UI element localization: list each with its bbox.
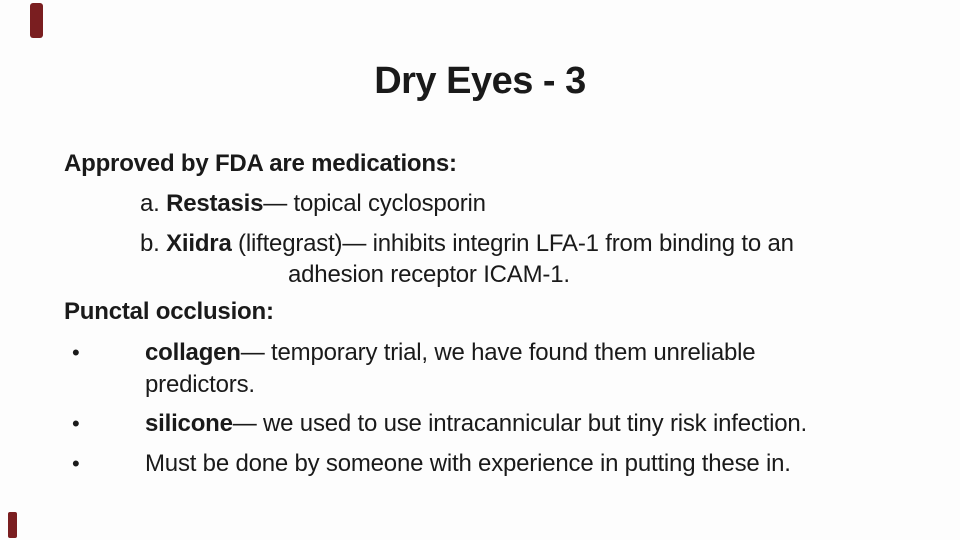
list-item-xiidra [140,229,794,259]
bullet-icon: • [72,451,80,476]
bullet-item-collagen [72,338,755,368]
bullet-must-text: Must be done by someone with experience in putting these in. [145,450,791,477]
bullet-collagen-description: — temporary trial, we have found them unreliable [240,339,756,366]
bullet-icon: • [72,340,80,365]
bullet-icon: • [72,411,80,436]
corner-mark-top-left [30,3,43,38]
bullet-item-must-be-done [72,449,791,479]
bullet-silicone-term: silicone [145,410,233,437]
slide-title: Dry Eyes - 3 [374,60,586,102]
corner-mark-bottom-left [8,512,17,538]
bullet-silicone-description: — we used to use intracannicular but tiny risk infection. [232,410,808,437]
item-b-prefix: b. [140,230,167,257]
heading-punctal-occlusion: Punctal occlusion: [64,298,274,325]
bullet-item-collagen-wrap: predictors. [145,371,255,398]
item-a-prefix: a. [140,190,167,217]
item-b-description: (liftegrast)— inhibits integrin LFA-1 from binding to an [231,230,794,257]
heading-fda-medications: Approved by FDA are medications: [64,150,457,177]
bullet-collagen-term: collagen [145,339,241,366]
bullet-item-silicone [72,409,807,439]
item-b-drug-name: Xiidra [166,230,232,257]
item-a-description: — topical cyclosporin [263,190,486,217]
item-a-drug-name: Restasis [166,190,264,217]
list-item-xiidra-wrap: adhesion receptor ICAM-1. [288,261,570,288]
list-item-restasis [140,189,486,219]
